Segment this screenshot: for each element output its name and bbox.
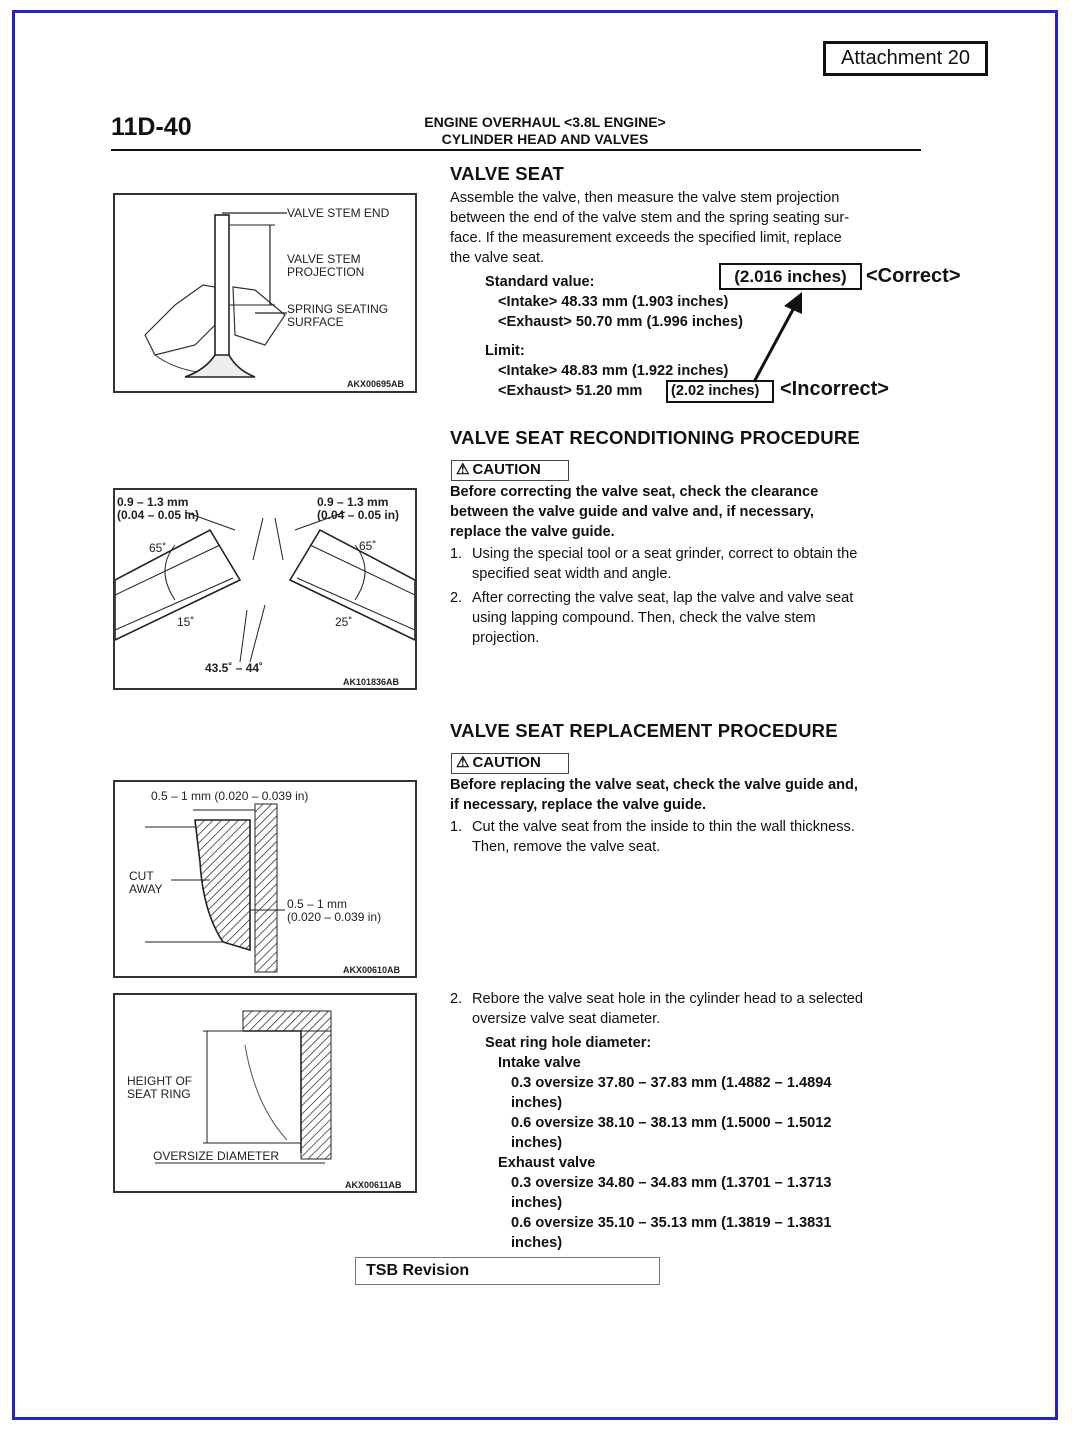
spec-line: 0.3 oversize 37.80 – 37.83 mm (1.4882 – 1.4894 [511, 1075, 832, 1091]
spec-line: inches) [511, 1235, 563, 1251]
arrow-shaft [754, 304, 796, 382]
step-line: Then, remove the valve seat. [472, 839, 661, 855]
label-15: 15˚ [177, 615, 195, 629]
figure-code: AKX00695AB [347, 379, 405, 389]
correction-arrow [740, 290, 810, 390]
label-right-mm: 0.9 – 1.3 mm [317, 495, 389, 509]
center-guide [275, 518, 283, 560]
caution-line: between the valve guide and valve and, if necessary, [450, 504, 814, 520]
bottom-leader [240, 610, 247, 662]
step-number: 2. [450, 991, 463, 1007]
head-top-hatch [243, 1011, 331, 1031]
limit-exhaust: <Exhaust> 51.20 mm [498, 383, 643, 399]
standard-intake: <Intake> 48.33 mm (1.903 inches) [498, 294, 729, 310]
step-1 [450, 817, 920, 837]
incorrect-value-box: (2.02 inches) [666, 380, 774, 403]
label-right-mm: 0.5 – 1 mm [287, 897, 348, 911]
limit-label: Limit: [485, 343, 525, 359]
figure-1-drawing [115, 195, 415, 391]
seat-profile [245, 1045, 287, 1140]
section-title: ENGINE OVERHAUL <3.8L ENGINE> [424, 114, 666, 130]
figure-code: AK101836AB [343, 677, 400, 687]
header-rule [111, 149, 921, 151]
label-right-in: (0.04 – 0.05 in) [317, 508, 400, 522]
section-subtitle: CYLINDER HEAD AND VALVES [441, 131, 649, 147]
spec-line: inches) [511, 1095, 563, 1111]
step-1 [450, 544, 920, 564]
valve-stem [215, 215, 229, 365]
incorrect-annotation: <Incorrect> [780, 378, 889, 400]
spec-line: 0.6 oversize 38.10 – 38.13 mm (1.5000 – 1.5012 [511, 1115, 832, 1131]
recond-caution-text [450, 482, 920, 542]
step-2 [450, 989, 920, 1009]
label-65-right: 65˚ [359, 539, 377, 553]
replace-caution-text [450, 775, 920, 815]
replacement-heading: VALVE SEAT REPLACEMENT PROCEDURE [450, 720, 838, 741]
figure-seat-ring-height [113, 993, 417, 1193]
step-line: Rebore the valve seat hole in the cylinder head to a selected [472, 991, 864, 1007]
label-spring-1: SPRING SEATING [287, 302, 389, 316]
label-stem-end: VALVE STEM END [287, 206, 390, 220]
caution-line: Before correcting the valve seat, check the clearance [450, 484, 819, 500]
figure-code: AKX00611AB [345, 1180, 402, 1190]
label-25: 25˚ [335, 615, 353, 629]
para-line: the valve seat. [450, 250, 545, 266]
valve-seat-heading: VALVE SEAT [450, 163, 565, 184]
step-line: After correcting the valve seat, lap the valve and valve seat [472, 590, 854, 606]
spec-line: inches) [511, 1195, 563, 1211]
seat-ring-cutaway [195, 820, 250, 950]
para-line: between the end of the valve stem and the spring seating sur- [450, 210, 850, 226]
step-line: Using the special tool or a seat grinder, correct to obtain the [472, 546, 858, 562]
standard-value-label: Standard value: [485, 274, 595, 290]
reconditioning-heading: VALVE SEAT RECONDITIONING PROCEDURE [450, 427, 860, 448]
label-away: AWAY [129, 882, 163, 896]
head-wall-hatch [255, 804, 277, 972]
caution-badge-replace [451, 753, 569, 774]
warning-icon: ⚠ [456, 461, 470, 478]
label-height-1: HEIGHT OF [127, 1074, 193, 1088]
spring-seat-outline [233, 287, 285, 345]
replace-step-1 [450, 817, 920, 857]
step-line: oversize valve seat diameter. [472, 1011, 661, 1027]
step-line: Cut the valve seat from the inside to thin the wall thickness. [472, 819, 855, 835]
center-guide [253, 518, 263, 560]
label-height-2: SEAT RING [127, 1087, 191, 1101]
bore-outline [243, 1031, 301, 1153]
label-cut: CUT [129, 869, 154, 883]
recond-steps [450, 544, 920, 648]
label-65-left: 65˚ [149, 541, 167, 555]
caution-line: Before replacing the valve seat, check the valve guide and, [450, 777, 858, 793]
label-top-dim: 0.5 – 1 mm (0.020 – 0.039 in) [151, 789, 309, 803]
figure-seat-angles [113, 488, 417, 690]
figure-2-drawing [115, 490, 415, 688]
caution-line: replace the valve guide. [450, 524, 615, 540]
intake-valve-label: Intake valve [498, 1055, 581, 1071]
para-line: Assemble the valve, then measure the valve stem projection [450, 190, 840, 206]
standard-exhaust: <Exhaust> 50.70 mm (1.996 inches) [498, 314, 743, 330]
right-seat-block [290, 530, 415, 640]
label-right-in: (0.020 – 0.039 in) [287, 910, 382, 924]
correct-value-box: (2.016 inches) [719, 263, 862, 290]
step-2 [450, 588, 920, 608]
valve-seat-paragraph [450, 188, 920, 268]
caution-label: CAUTION [472, 461, 541, 478]
exhaust-oversize-list [511, 1173, 911, 1253]
para-line: face. If the measurement exceeds the specified limit, replace [450, 230, 842, 246]
step-line: projection. [472, 630, 540, 646]
step-number: 1. [450, 546, 463, 562]
intake-oversize-list [511, 1073, 911, 1153]
spec-line: 0.6 oversize 35.10 – 35.13 mm (1.3819 – 1.3831 [511, 1215, 832, 1231]
attachment-label: Attachment 20 [823, 41, 988, 76]
step-number: 1. [450, 819, 463, 835]
exhaust-valve-label: Exhaust valve [498, 1155, 596, 1171]
figure-valve-stem-projection [113, 193, 417, 393]
label-bottom-angle: 43.5˚ – 44˚ [205, 661, 264, 675]
spec-line: inches) [511, 1135, 563, 1151]
caution-line: if necessary, replace the valve guide. [450, 797, 707, 813]
label-projection-2: PROJECTION [287, 265, 365, 279]
tsb-revision-box: TSB Revision [355, 1257, 660, 1285]
label-oversize: OVERSIZE DIAMETER [153, 1149, 280, 1163]
step-line: specified seat width and angle. [472, 566, 672, 582]
seat-ring-label: Seat ring hole diameter: [485, 1035, 652, 1051]
step-number: 2. [450, 590, 463, 606]
section-header [350, 114, 740, 148]
label-left-in: (0.04 – 0.05 in) [117, 508, 200, 522]
limit-intake: <Intake> 48.83 mm (1.922 inches) [498, 363, 729, 379]
cylinder-head-outline [145, 285, 215, 355]
figure-3-drawing [115, 782, 415, 976]
caution-badge-recond [451, 460, 569, 481]
figure-4-drawing [115, 995, 415, 1191]
figure-code: AKX00610AB [343, 965, 401, 975]
spec-line: 0.3 oversize 34.80 – 34.83 mm (1.3701 – 1.3713 [511, 1175, 832, 1191]
label-projection-1: VALVE STEM [287, 252, 361, 266]
valve-head [185, 355, 255, 377]
caution-label: CAUTION [472, 754, 541, 771]
head-side-hatch [301, 1031, 331, 1159]
step-line: using lapping compound. Then, check the valve stem [472, 610, 816, 626]
bottom-leader [250, 605, 265, 662]
label-left-mm: 0.9 – 1.3 mm [117, 495, 189, 509]
warning-icon: ⚠ [456, 754, 470, 771]
figure-cut-away [113, 780, 417, 978]
replace-step-2 [450, 989, 920, 1029]
correct-annotation: <Correct> [866, 265, 961, 287]
label-spring-2: SURFACE [287, 315, 344, 329]
page-number: 11D-40 [111, 113, 192, 141]
